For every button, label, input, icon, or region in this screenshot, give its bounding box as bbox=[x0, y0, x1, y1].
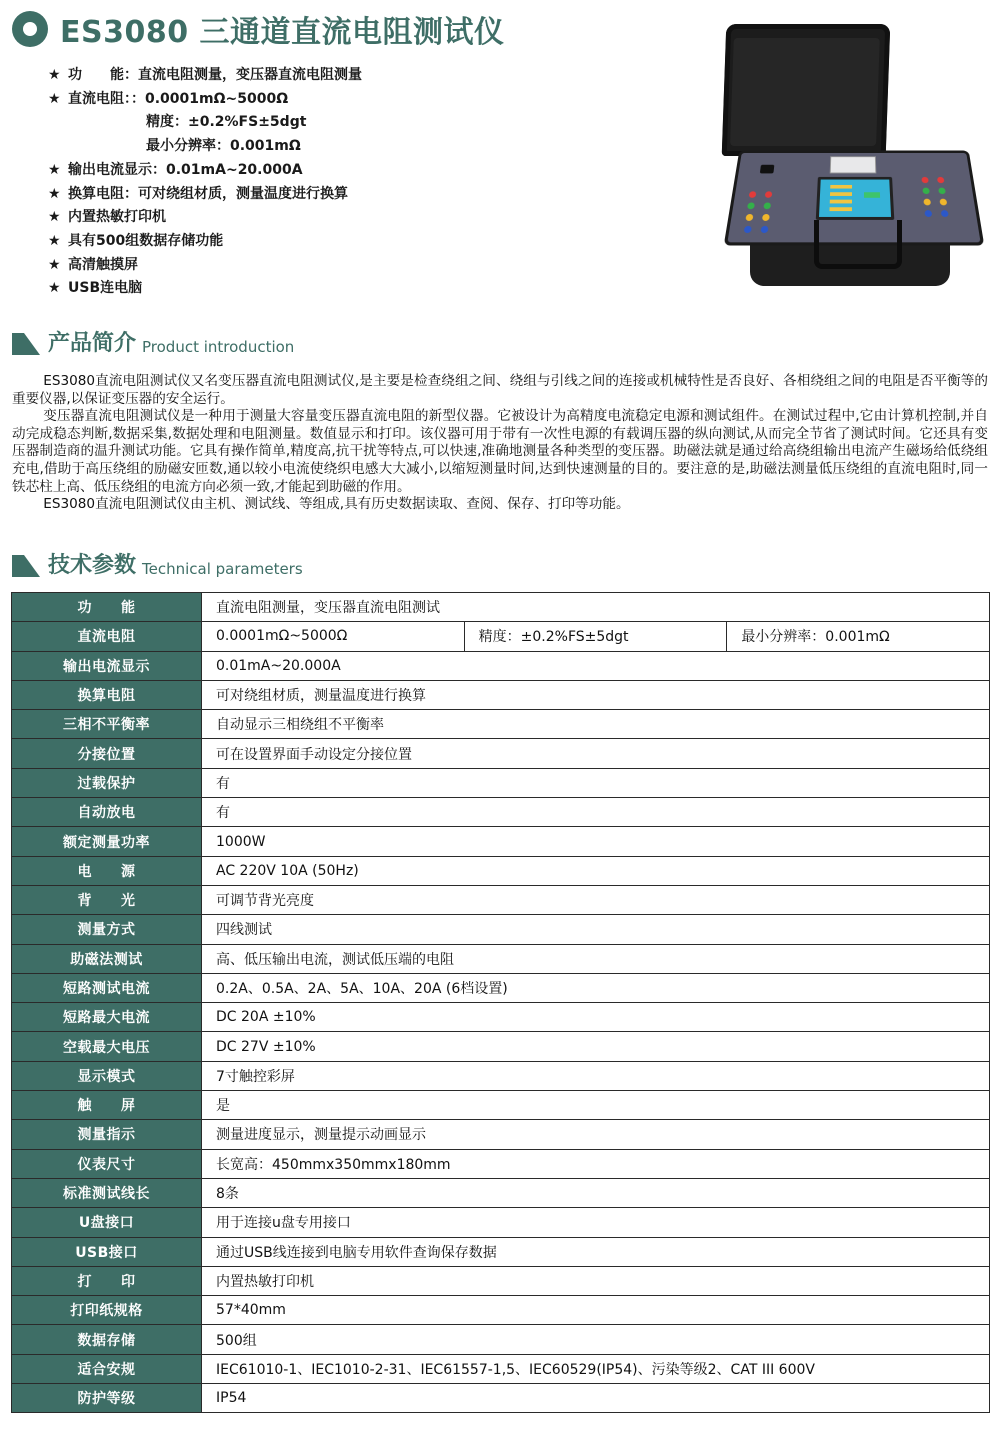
case-lid bbox=[722, 24, 891, 156]
spec-value: 用于连接u盘专用接口 bbox=[202, 1208, 990, 1237]
spec-label: 标准测试线长 bbox=[12, 1178, 202, 1207]
feature-item bbox=[48, 64, 362, 88]
spec-value: 有 bbox=[202, 798, 990, 827]
spec-value: 1000W bbox=[202, 827, 990, 856]
feature-item bbox=[48, 183, 362, 207]
spec-label: 显示模式 bbox=[12, 1061, 202, 1090]
spec-value: 57*40mm bbox=[202, 1296, 990, 1325]
spec-value: 0.01mA~20.000A bbox=[202, 651, 990, 680]
table-row bbox=[12, 944, 990, 973]
feature-item bbox=[48, 111, 362, 135]
spec-value: IP54 bbox=[202, 1384, 990, 1413]
spec-value: 测量进度显示，测量提示动画显示 bbox=[202, 1120, 990, 1149]
table-row bbox=[12, 768, 990, 797]
spec-label: 打 印 bbox=[12, 1266, 202, 1295]
spec-label: 短路测试电流 bbox=[12, 973, 202, 1002]
section-title-cn: 技术参数 bbox=[48, 553, 137, 578]
feature-text: 输出电流显示：0.01mA~20.000A bbox=[68, 161, 303, 178]
spec-value: 可在设置界面手动设定分接位置 bbox=[202, 739, 990, 768]
table-row bbox=[12, 885, 990, 914]
spec-value: AC 220V 10A (50Hz) bbox=[202, 856, 990, 885]
section-marker-icon bbox=[12, 333, 40, 355]
spec-value: 0.0001mΩ~5000Ω bbox=[202, 622, 465, 651]
spec-value: 0.2A、0.5A、2A、5A、10A、20A (6档设置) bbox=[202, 973, 990, 1002]
feature-item bbox=[48, 135, 362, 159]
star-icon: ★ bbox=[48, 90, 61, 107]
spec-label: 数据存储 bbox=[12, 1325, 202, 1354]
table-row bbox=[12, 1384, 990, 1413]
feature-text: 精度：±0.2%FS±5dgt bbox=[146, 114, 307, 131]
product-intro bbox=[12, 373, 988, 514]
section-title-cn: 产品简介 bbox=[48, 331, 137, 356]
spec-label: 自动放电 bbox=[12, 798, 202, 827]
page-title: ES3080 三通道直流电阻测试仪 bbox=[60, 15, 505, 50]
table-row bbox=[12, 1208, 990, 1237]
spec-value: 高、低压输出电流，测试低压端的电阻 bbox=[202, 944, 990, 973]
feature-text: 内置热敏打印机 bbox=[68, 209, 166, 226]
spec-label: 触 屏 bbox=[12, 1091, 202, 1120]
feature-item bbox=[48, 88, 362, 112]
table-row bbox=[12, 1325, 990, 1354]
star-icon: ★ bbox=[48, 280, 61, 297]
star-icon: ★ bbox=[48, 256, 61, 273]
page-header bbox=[12, 8, 505, 50]
table-row bbox=[12, 1178, 990, 1207]
spec-label: 助磁法测试 bbox=[12, 944, 202, 973]
table-row bbox=[12, 622, 990, 651]
feature-text: USB连电脑 bbox=[68, 280, 143, 297]
spec-label: 背 光 bbox=[12, 885, 202, 914]
spec-value-accuracy: 精度：±0.2%FS±5dgt bbox=[464, 622, 727, 651]
table-row bbox=[12, 1149, 990, 1178]
spec-table bbox=[11, 592, 990, 1413]
table-row bbox=[12, 798, 990, 827]
spec-label: 防护等级 bbox=[12, 1384, 202, 1413]
intro-paragraph: ES3080直流电阻测试仪又名变压器直流电阻测试仪,是主要是检查绕组之间、绕组与引线之间的连接或机械特性是否良好、各相绕组之间的电阻是否平衡等的重要仪器,以保证变压器的安全运行。 bbox=[12, 373, 988, 407]
printer-slot bbox=[830, 156, 877, 173]
intro-paragraph: 变压器直流电阻测试仪是一种用于测量大容量变压器直流电阻的新型仪器。它被设计为高精度电流稳定电源和测试组件。在测试过程中,它由计算机控制,并自动完成稳态判断,数据采集,数据处理和电阻测量。数值显示和打印。该仪器可用于带有一次性电源的有载调压器的纵向测试,从而完全节省了测试时间。它还具有变压器制造商的温升测试功能。它具有操作简单,精度高,抗干扰等特点,可以快速,准确地测量各种类型的变压器。助磁法就是通过给高绕组输出电流产生磁场给低绕组充电,借助于高压绕组的励磁安匝数,通以较小电流使绕织电感大大减小,以缩短测量时间,达到快速测量的目的。要注意的是,助磁法测量低压绕组的直流电阻时,同一铁芯柱上高、低压绕组的电流方向必须一致,才能起到助磁的作用。 bbox=[12, 408, 988, 495]
feature-text: 具有500组数据存储功能 bbox=[68, 232, 224, 249]
spec-value: 直流电阻测量，变压器直流电阻测试 bbox=[202, 593, 990, 622]
title-bullet-icon bbox=[12, 11, 48, 47]
section-title-en: Product introduction bbox=[142, 338, 295, 356]
spec-label: 直流电阻 bbox=[12, 622, 202, 651]
spec-value: 有 bbox=[202, 768, 990, 797]
spec-value: DC 27V ±10% bbox=[202, 1032, 990, 1061]
spec-value: 四线测试 bbox=[202, 915, 990, 944]
section-header-intro bbox=[12, 330, 294, 358]
spec-value: 长宽高：450mmx350mmx180mm bbox=[202, 1149, 990, 1178]
feature-text: 功 能：直流电阻测量，变压器直流电阻测量 bbox=[68, 67, 362, 83]
spec-label: 额定测量功率 bbox=[12, 827, 202, 856]
star-icon: ★ bbox=[48, 185, 61, 202]
table-row bbox=[12, 827, 990, 856]
spec-label: 分接位置 bbox=[12, 739, 202, 768]
spec-value-resolution: 最小分辨率：0.001mΩ bbox=[727, 622, 990, 651]
table-row bbox=[12, 1237, 990, 1266]
table-row bbox=[12, 915, 990, 944]
table-row bbox=[12, 593, 990, 622]
spec-label: 测量方式 bbox=[12, 915, 202, 944]
table-row bbox=[12, 1266, 990, 1295]
spec-label: 测量指示 bbox=[12, 1120, 202, 1149]
feature-item bbox=[48, 277, 362, 301]
spec-label: USB接口 bbox=[12, 1237, 202, 1266]
feature-text: 换算电阻：可对绕组材质，测量温度进行换算 bbox=[68, 185, 348, 202]
spec-label: 短路最大电流 bbox=[12, 1003, 202, 1032]
case-handle bbox=[814, 220, 902, 269]
spec-label: 过载保护 bbox=[12, 768, 202, 797]
spec-value: 自动显示三相绕组不平衡率 bbox=[202, 710, 990, 739]
table-row bbox=[12, 739, 990, 768]
spec-label: 输出电流显示 bbox=[12, 651, 202, 680]
feature-item bbox=[48, 230, 362, 254]
product-image bbox=[720, 24, 980, 286]
spec-label: 功 能 bbox=[12, 593, 202, 622]
spec-label: 三相不平衡率 bbox=[12, 710, 202, 739]
feature-item bbox=[48, 206, 362, 230]
star-icon: ★ bbox=[48, 232, 61, 249]
spec-value: IEC61010-1、IEC1010-2-31、IEC61557-1,5、IEC60529(IP54)、污染等级2、CAT III 600V bbox=[202, 1354, 990, 1383]
table-row bbox=[12, 1120, 990, 1149]
feature-list bbox=[48, 64, 362, 301]
spec-value: 是 bbox=[202, 1091, 990, 1120]
table-row bbox=[12, 973, 990, 1002]
table-row bbox=[12, 1091, 990, 1120]
table-row bbox=[12, 651, 990, 680]
section-header-specs bbox=[12, 552, 303, 580]
intro-paragraph: ES3080直流电阻测试仪由主机、测试线、等组成,具有历史数据读取、查阅、保存、打印等功能。 bbox=[43, 496, 630, 513]
spec-label: 适合安规 bbox=[12, 1354, 202, 1383]
star-icon: ★ bbox=[48, 209, 61, 226]
spec-label: 换算电阻 bbox=[12, 680, 202, 709]
feature-item bbox=[48, 254, 362, 278]
spec-value: 可对绕组材质，测量温度进行换算 bbox=[202, 680, 990, 709]
spec-label: 仪表尺寸 bbox=[12, 1149, 202, 1178]
spec-value: 500组 bbox=[202, 1325, 990, 1354]
touch-screen bbox=[816, 177, 895, 220]
table-row bbox=[12, 680, 990, 709]
spec-label: 打印纸规格 bbox=[12, 1296, 202, 1325]
table-row bbox=[12, 1061, 990, 1090]
spec-value: 内置热敏打印机 bbox=[202, 1266, 990, 1295]
table-row bbox=[12, 1032, 990, 1061]
section-title-en: Technical parameters bbox=[142, 560, 303, 578]
table-row bbox=[12, 1354, 990, 1383]
spec-label: 空载最大电压 bbox=[12, 1032, 202, 1061]
star-icon: ★ bbox=[48, 161, 61, 178]
feature-text: 直流电阻：：0.0001mΩ~5000Ω bbox=[68, 90, 289, 107]
spec-value: 8条 bbox=[202, 1178, 990, 1207]
feature-text: 高清触摸屏 bbox=[68, 256, 138, 273]
spec-label: U盘接口 bbox=[12, 1208, 202, 1237]
table-row bbox=[12, 710, 990, 739]
table-row bbox=[12, 1003, 990, 1032]
table-row bbox=[12, 1296, 990, 1325]
spec-value: 7寸触控彩屏 bbox=[202, 1061, 990, 1090]
spec-value: 可调节背光亮度 bbox=[202, 885, 990, 914]
table-row bbox=[12, 856, 990, 885]
section-marker-icon bbox=[12, 555, 40, 577]
spec-value: 通过USB线连接到电脑专用软件查询保存数据 bbox=[202, 1237, 990, 1266]
spec-label: 电 源 bbox=[12, 856, 202, 885]
feature-item bbox=[48, 159, 362, 183]
star-icon: ★ bbox=[48, 67, 61, 83]
spec-value: DC 20A ±10% bbox=[202, 1003, 990, 1032]
feature-text: 最小分辨率：0.001mΩ bbox=[146, 138, 301, 155]
